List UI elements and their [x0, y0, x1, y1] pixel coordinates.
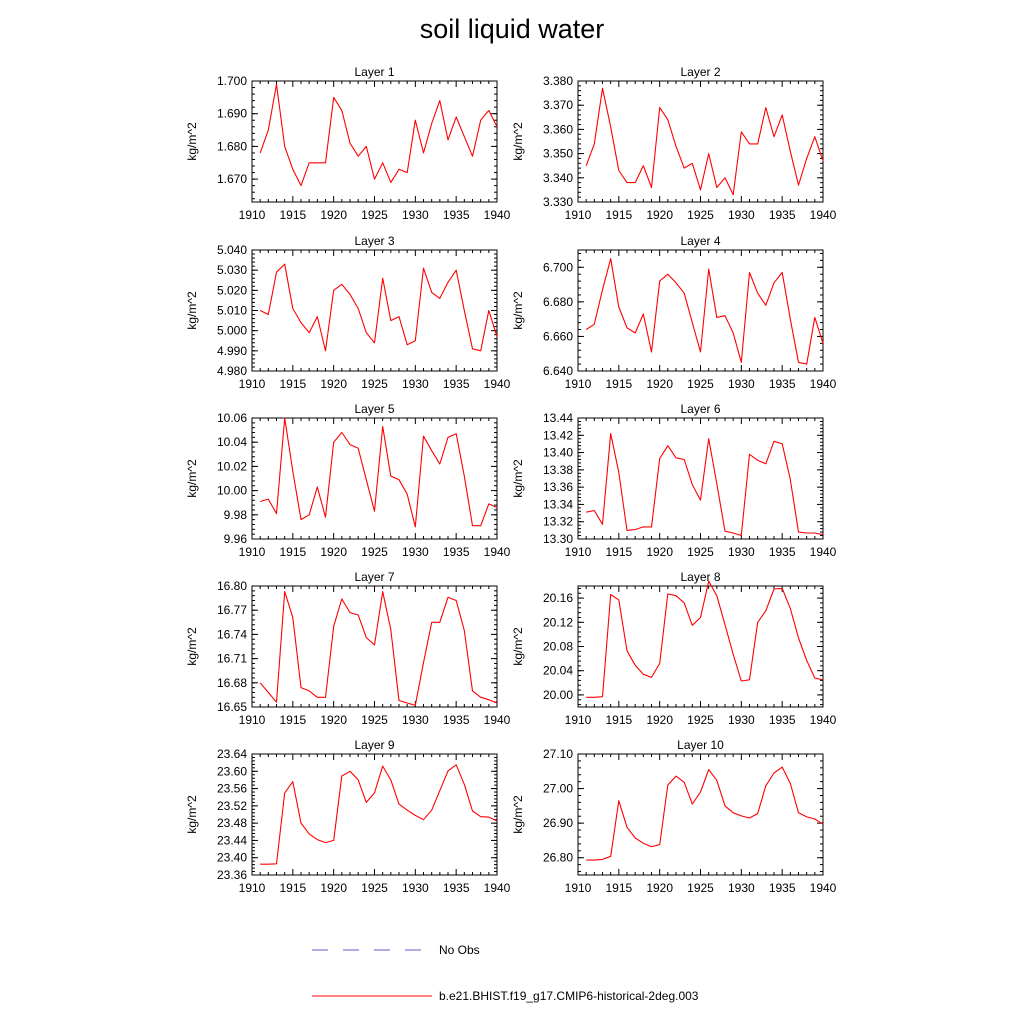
x-tick-label: 1930: [727, 545, 755, 559]
legend-obs-label: No Obs: [439, 943, 480, 957]
x-tick-label: 1935: [768, 377, 796, 391]
panel-4: [511, 234, 837, 391]
y-tick-label: 13.32: [542, 514, 573, 529]
x-tick-label: 1920: [646, 881, 674, 895]
x-tick-label: 1925: [361, 545, 388, 559]
y-tick-label: 13.38: [542, 462, 573, 477]
x-tick-label: 1925: [687, 208, 714, 222]
x-tick-label: 1940: [483, 545, 511, 559]
x-tick-label: 1920: [320, 881, 348, 895]
legend-model-label: b.e21.BHIST.f19_g17.CMIP6-historical-2deg.003: [439, 989, 699, 1003]
x-tick-label: 1925: [687, 713, 714, 727]
series-line: [586, 259, 823, 365]
panel-title: Layer 5: [354, 402, 395, 416]
x-tick-label: 1930: [727, 208, 755, 222]
x-tick-label: 1910: [238, 881, 266, 895]
panel-title: Layer 4: [680, 234, 721, 248]
y-tick-label: 6.700: [542, 260, 573, 275]
y-tick-label: 20.04: [542, 663, 573, 678]
x-tick-label: 1935: [442, 545, 470, 559]
plot-frame: [578, 754, 823, 875]
y-tick-label: 23.36: [216, 868, 247, 882]
y-tick-label: 1.690: [216, 106, 247, 121]
x-tick-label: 1935: [442, 208, 470, 222]
legend: [312, 943, 699, 1003]
x-tick-label: 1915: [605, 713, 633, 727]
y-tick-label: 13.40: [542, 445, 573, 460]
y-tick-label: 10.02: [216, 459, 247, 474]
y-tick-label: 13.42: [542, 428, 573, 443]
panel-8: [511, 570, 837, 727]
y-tick-label: 13.36: [542, 480, 573, 495]
series-line: [260, 84, 497, 185]
x-tick-label: 1920: [646, 208, 674, 222]
x-tick-label: 1940: [809, 208, 837, 222]
figure-title: soil liquid water: [419, 14, 605, 44]
x-tick-label: 1910: [564, 545, 592, 559]
x-tick-label: 1940: [483, 881, 511, 895]
x-tick-label: 1930: [727, 377, 755, 391]
x-tick-label: 1925: [687, 377, 714, 391]
x-tick-label: 1910: [238, 545, 266, 559]
x-tick-label: 1935: [442, 377, 470, 391]
x-tick-label: 1940: [809, 881, 837, 895]
series-line: [260, 592, 497, 706]
y-tick-label: 4.980: [216, 364, 247, 378]
x-tick-label: 1940: [483, 713, 511, 727]
y-tick-label: 16.77: [216, 603, 247, 618]
plot-frame: [252, 418, 497, 539]
y-tick-label: 3.340: [542, 170, 573, 185]
y-tick-label: 26.90: [542, 816, 573, 831]
y-tick-label: 20.16: [542, 591, 573, 606]
x-tick-label: 1930: [727, 881, 755, 895]
series-line: [586, 434, 823, 536]
y-tick-label: 16.80: [216, 579, 247, 593]
y-axis-label: kg/m^2: [511, 122, 525, 161]
y-tick-label: 9.96: [223, 532, 247, 546]
y-tick-label: 20.12: [542, 615, 573, 630]
y-tick-label: 6.640: [542, 364, 573, 378]
x-tick-label: 1920: [320, 377, 348, 391]
x-tick-label: 1925: [687, 545, 714, 559]
y-tick-label: 23.44: [216, 833, 247, 848]
x-tick-label: 1915: [279, 545, 307, 559]
y-tick-label: 13.30: [542, 532, 573, 546]
y-tick-label: 16.68: [216, 675, 247, 690]
y-tick-label: 13.34: [542, 497, 573, 512]
x-tick-label: 1935: [768, 545, 796, 559]
y-tick-label: 23.60: [216, 764, 247, 779]
x-tick-label: 1920: [320, 208, 348, 222]
x-tick-label: 1935: [442, 713, 470, 727]
x-tick-label: 1910: [564, 881, 592, 895]
y-tick-label: 23.52: [216, 798, 247, 813]
x-tick-label: 1915: [605, 545, 633, 559]
x-tick-label: 1910: [564, 713, 592, 727]
y-tick-label: 20.08: [542, 639, 573, 654]
y-tick-label: 3.370: [542, 98, 573, 113]
panel-5: [185, 402, 511, 559]
y-tick-label: 16.65: [216, 700, 247, 714]
series-line: [586, 767, 823, 860]
x-tick-label: 1930: [401, 713, 429, 727]
x-tick-label: 1930: [401, 545, 429, 559]
x-tick-label: 1925: [361, 208, 388, 222]
x-tick-label: 1930: [401, 881, 429, 895]
y-tick-label: 5.030: [216, 263, 247, 278]
x-tick-label: 1915: [605, 208, 633, 222]
y-tick-label: 5.010: [216, 303, 247, 318]
panel-10: [511, 738, 837, 895]
panel-6: [511, 402, 837, 559]
plot-frame: [578, 418, 823, 539]
x-tick-label: 1920: [646, 713, 674, 727]
x-tick-label: 1940: [483, 377, 511, 391]
x-tick-label: 1915: [279, 881, 307, 895]
plot-frame: [252, 81, 497, 202]
y-tick-label: 1.700: [216, 74, 247, 88]
x-tick-label: 1925: [361, 713, 388, 727]
x-tick-label: 1930: [401, 377, 429, 391]
y-tick-label: 10.06: [216, 411, 247, 425]
y-axis-label: kg/m^2: [511, 459, 525, 498]
y-tick-label: 23.64: [216, 747, 247, 761]
plot-frame: [578, 250, 823, 371]
y-axis-label: kg/m^2: [185, 795, 199, 834]
y-tick-label: 10.04: [216, 435, 247, 450]
y-tick-label: 1.670: [216, 172, 247, 187]
x-tick-label: 1920: [320, 545, 348, 559]
y-axis-label: kg/m^2: [511, 291, 525, 330]
panel-3: [185, 234, 511, 391]
plot-frame: [252, 250, 497, 371]
y-tick-label: 4.990: [216, 343, 247, 358]
x-tick-label: 1910: [564, 208, 592, 222]
x-tick-label: 1915: [279, 713, 307, 727]
panel-title: Layer 6: [680, 402, 721, 416]
y-tick-label: 1.680: [216, 139, 247, 154]
x-tick-label: 1935: [768, 208, 796, 222]
y-tick-label: 27.10: [542, 747, 573, 761]
x-tick-label: 1940: [809, 713, 837, 727]
y-tick-label: 23.56: [216, 781, 247, 796]
y-axis-label: kg/m^2: [185, 627, 199, 666]
series-line: [586, 581, 823, 697]
x-tick-label: 1925: [361, 377, 388, 391]
x-tick-label: 1935: [442, 881, 470, 895]
y-tick-label: 16.74: [216, 627, 247, 642]
x-tick-label: 1910: [238, 377, 266, 391]
y-tick-label: 23.40: [216, 850, 247, 865]
y-axis-label: kg/m^2: [511, 795, 525, 834]
y-tick-label: 26.80: [542, 850, 573, 865]
plot-frame: [578, 81, 823, 202]
panel-title: Layer 1: [354, 65, 395, 79]
y-tick-label: 20.00: [542, 687, 573, 702]
y-tick-label: 27.00: [542, 781, 573, 796]
panel-1: [185, 65, 511, 222]
y-tick-label: 23.48: [216, 816, 247, 831]
x-tick-label: 1940: [809, 545, 837, 559]
x-tick-label: 1935: [768, 713, 796, 727]
y-tick-label: 9.98: [223, 507, 247, 522]
y-tick-label: 16.71: [216, 651, 247, 666]
x-tick-label: 1930: [401, 208, 429, 222]
x-tick-label: 1920: [646, 377, 674, 391]
y-axis-label: kg/m^2: [185, 459, 199, 498]
x-tick-label: 1930: [727, 713, 755, 727]
y-tick-label: 6.660: [542, 329, 573, 344]
x-tick-label: 1915: [605, 377, 633, 391]
y-tick-label: 3.330: [542, 195, 573, 209]
x-tick-label: 1940: [483, 208, 511, 222]
panel-title: Layer 9: [354, 738, 395, 752]
x-tick-label: 1910: [238, 208, 266, 222]
panel-9: [185, 738, 511, 895]
panel-title: Layer 8: [680, 570, 721, 584]
plot-frame: [578, 586, 823, 707]
series-line: [586, 88, 823, 194]
x-tick-label: 1920: [646, 545, 674, 559]
y-tick-label: 10.00: [216, 483, 247, 498]
panel-2: [511, 65, 837, 222]
y-axis-label: kg/m^2: [185, 291, 199, 330]
x-tick-label: 1925: [361, 881, 388, 895]
x-tick-label: 1910: [564, 377, 592, 391]
y-tick-label: 3.350: [542, 146, 573, 161]
panel-title: Layer 7: [354, 570, 395, 584]
y-axis-label: kg/m^2: [511, 627, 525, 666]
x-tick-label: 1915: [279, 377, 307, 391]
panel-title: Layer 3: [354, 234, 395, 248]
y-tick-label: 5.000: [216, 323, 247, 338]
panel-7: [185, 570, 511, 727]
y-tick-label: 5.040: [216, 243, 247, 257]
plot-frame: [252, 754, 497, 875]
panel-title: Layer 10: [677, 738, 724, 752]
x-tick-label: 1940: [809, 377, 837, 391]
y-tick-label: 13.44: [542, 411, 573, 425]
series-line: [260, 418, 497, 527]
x-tick-label: 1915: [279, 208, 307, 222]
x-tick-label: 1935: [768, 881, 796, 895]
x-tick-label: 1925: [687, 881, 714, 895]
y-tick-label: 3.360: [542, 122, 573, 137]
y-tick-label: 5.020: [216, 283, 247, 298]
x-tick-label: 1910: [238, 713, 266, 727]
y-tick-label: 6.680: [542, 294, 573, 309]
series-line: [260, 264, 497, 351]
series-line: [260, 765, 497, 864]
y-tick-label: 3.380: [542, 74, 573, 88]
x-tick-label: 1920: [320, 713, 348, 727]
x-tick-label: 1915: [605, 881, 633, 895]
y-axis-label: kg/m^2: [185, 122, 199, 161]
panel-title: Layer 2: [680, 65, 721, 79]
